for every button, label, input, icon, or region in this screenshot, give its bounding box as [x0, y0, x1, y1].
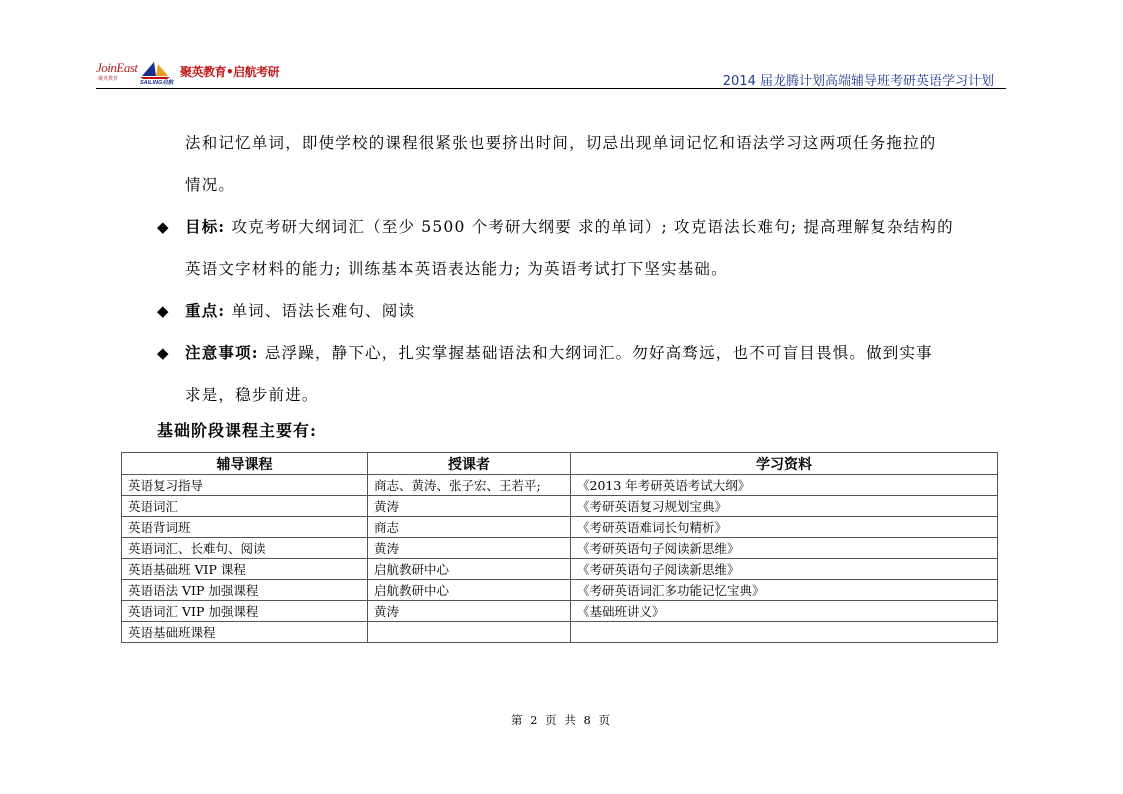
materials-cell: 《考研英语句子阅读新思维》 [571, 538, 998, 559]
table-header-row [122, 453, 998, 475]
document-header-title: 2014 届龙腾计划高端辅导班考研英语学习计划 [722, 74, 994, 89]
joineast-logo-subtext: 聚英教育 [98, 76, 119, 82]
teacher-cell [368, 622, 571, 643]
materials-cell [571, 622, 998, 643]
materials-cell: 《考研英语难词长句精析》 [571, 517, 998, 538]
intro-line-2: 情况。 [185, 176, 236, 194]
table-row [122, 559, 998, 580]
bullet-text-continued: 求是，稳步前进。 [185, 386, 319, 404]
bullet-notes [157, 332, 1027, 416]
intro-paragraph [157, 122, 1027, 206]
sailing-logo-icon [140, 60, 170, 80]
course-cell: 英语词汇 [122, 496, 368, 517]
bullet-marker: ◆ [157, 344, 170, 362]
course-cell: 英语基础班 VIP 课程 [122, 559, 368, 580]
logo [96, 56, 296, 86]
page-footer: 第 2 页 共 8 页 [511, 713, 612, 727]
materials-cell: 《考研英语句子阅读新思维》 [571, 559, 998, 580]
table-row [122, 580, 998, 601]
column-header-teacher: 授课者 [368, 453, 571, 475]
course-cell: 英语词汇、长难句、阅读 [122, 538, 368, 559]
teacher-cell: 商志 [368, 517, 571, 538]
bullet-text: 忌浮躁，静下心，扎实掌握基础语法和大纲词汇。勿好高骛远，也不可盲目畏惧。做到实事 [258, 344, 933, 362]
teacher-cell: 启航教研中心 [368, 580, 571, 601]
bullet-focus [157, 290, 1027, 332]
bullet-label: 重点: [185, 301, 226, 320]
table-row [122, 538, 998, 559]
teacher-cell: 黄涛 [368, 538, 571, 559]
teacher-cell: 启航教研中心 [368, 559, 571, 580]
materials-cell: 《考研英语词汇多功能记忆宝典》 [571, 580, 998, 601]
joineast-logo-text: JoinEast [96, 60, 138, 75]
course-cell: 英语背词班 [122, 517, 368, 538]
intro-line-1: 法和记忆单词，即使学校的课程很紧张也要挤出时间，切忌出现单词记忆和语法学习这两项任务拖拉的 [185, 134, 937, 152]
bullet-text-continued: 英语文字材料的能力; 训练基本英语表达能力; 为英语考试打下坚实基础。 [185, 260, 728, 278]
materials-cell: 《2013 年考研英语考试大纲》 [571, 475, 998, 496]
column-header-course: 辅导课程 [122, 453, 368, 475]
page-header [96, 52, 1006, 89]
table-row [122, 475, 998, 496]
bullet-label: 注意事项: [185, 343, 259, 362]
bullet-text: 单词、语法长难句、阅读 [225, 302, 416, 320]
course-cell: 英语基础班课程 [122, 622, 368, 643]
table-row [122, 496, 998, 517]
sailing-logo-text: SAILING启航 [140, 80, 174, 86]
column-header-materials: 学习资料 [571, 453, 998, 475]
materials-cell: 《考研英语复习规划宝典》 [571, 496, 998, 517]
bullet-marker: ◆ [157, 218, 170, 236]
table-row [122, 517, 998, 538]
table-row [122, 601, 998, 622]
materials-cell: 《基础班讲义》 [571, 601, 998, 622]
course-cell: 英语语法 VIP 加强课程 [122, 580, 368, 601]
course-table [121, 452, 998, 643]
brand-name: 聚英教育•启航考研 [180, 65, 280, 79]
teacher-cell: 黄涛 [368, 496, 571, 517]
course-cell: 英语复习指导 [122, 475, 368, 496]
bullet-marker: ◆ [157, 302, 170, 320]
course-cell: 英语词汇 VIP 加强课程 [122, 601, 368, 622]
table-row [122, 622, 998, 643]
teacher-cell: 商志、黄涛、张子宏、王若平; [368, 475, 571, 496]
bullet-label: 目标: [185, 217, 226, 236]
body-text [157, 122, 1027, 416]
bullet-text: 攻克考研大纲词汇（至少 5500 个考研大纲要 求的单词）; 攻克语法长难句; 提高理解复杂结构的 [225, 218, 954, 236]
bullet-goal [157, 206, 1027, 290]
teacher-cell: 黄涛 [368, 601, 571, 622]
section-title: 基础阶段课程主要有: [157, 421, 317, 440]
